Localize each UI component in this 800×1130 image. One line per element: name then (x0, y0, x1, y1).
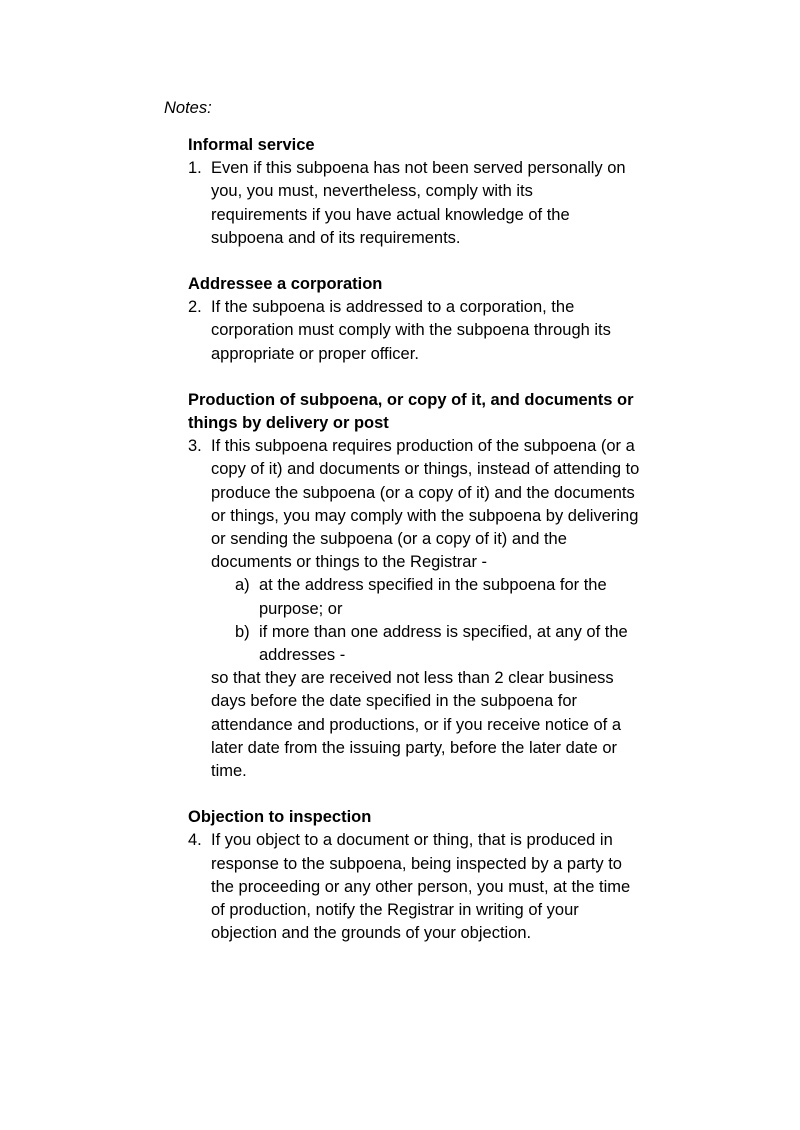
note-heading: Production of subpoena, or copy of it, and documents or things by delivery or post (188, 390, 634, 433)
note-informal-service (188, 134, 648, 250)
note-heading: Addressee a corporation (188, 275, 383, 294)
sub-item (235, 621, 641, 667)
note-tail-text: so that they are received not less than 2 clear business days before the date specified in the subpoena for attendance and productions, or if you receive notice of a later date from the issuing party, before the later date or time. (211, 669, 622, 781)
note-sublist (211, 574, 641, 667)
sub-item (235, 574, 641, 620)
notes-label: Notes: (164, 99, 212, 117)
note-heading: Informal service (188, 136, 315, 154)
note-text: If the subpoena is addressed to a corporation, the corporation must comply with the subpoena through its appropriate or proper officer. (211, 298, 611, 363)
note-number: 1. (188, 159, 202, 178)
notes-list (188, 134, 648, 969)
note-item (188, 829, 643, 945)
note-text: Even if this subpoena has not been served personally on you, you must, nevertheless, comply with its requirements if you have actual knowledge of the subpoena and of its requirements. (211, 159, 626, 247)
note-number: 3. (188, 437, 202, 456)
note-item (188, 435, 641, 783)
sub-item-letter: b) (235, 622, 250, 641)
note-production-by-delivery (188, 389, 648, 783)
note-addressee-corporation (188, 273, 648, 366)
note-number: 4. (188, 831, 202, 850)
note-objection-to-inspection (188, 806, 648, 945)
note-heading: Objection to inspection (188, 808, 372, 827)
sub-item-letter: a) (235, 576, 250, 595)
note-text: If this subpoena requires production of the subpoena (or a copy of it) and documents or things, instead of attending to produce the subpoena (or a copy of it) and the documents or things, you may comply with the subpoena by delivering or sending the subpoena (or a copy of it) and the documents or things to the Registrar - (211, 437, 640, 572)
sub-item-text: at the address specified in the subpoena for the purpose; or (259, 576, 607, 618)
note-item (188, 157, 631, 250)
note-number: 2. (188, 298, 202, 317)
note-text: If you object to a document or thing, that is produced in response to the subpoena, being inspected by a party to the proceeding or any other person, you must, at the time of production, notify the Registrar in writing of your objection and the grounds of your objection. (211, 831, 631, 943)
note-item (188, 296, 641, 366)
sub-item-text: if more than one address is specified, at any of the addresses - (259, 622, 628, 665)
